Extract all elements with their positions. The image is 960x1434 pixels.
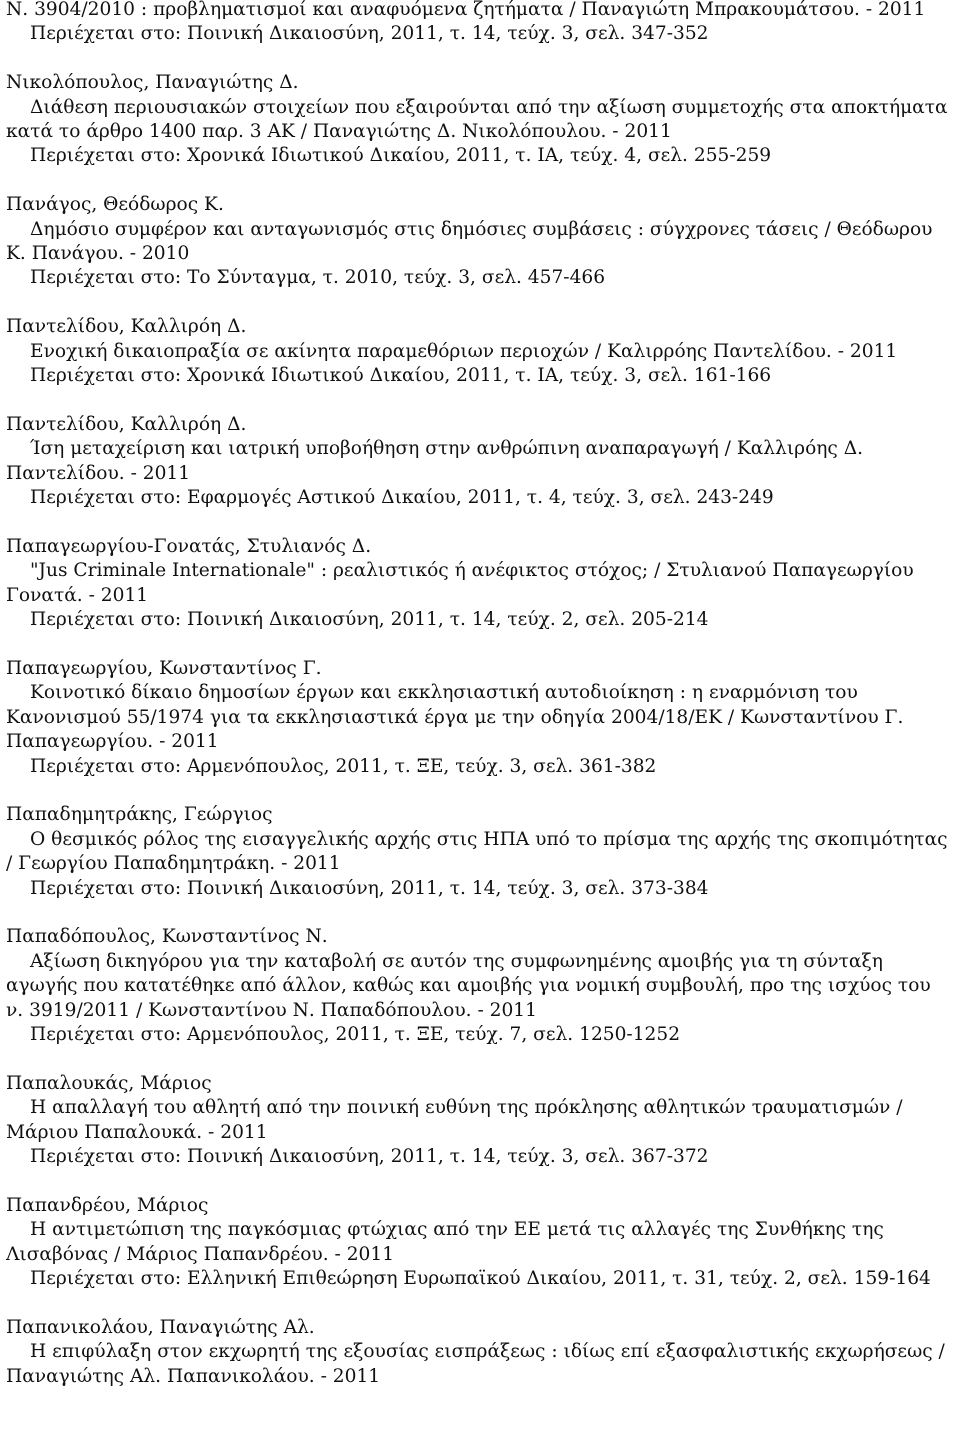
entry-title: Ίση μεταχείριση και ιατρική υποβοήθηση στην ανθρώπινη αναπαραγωγή / Καλλιρόης Δ. Παντελίδου. - 2011 xyxy=(6,438,864,484)
entry-source: Περιέχεται στο: Ποινική Δικαιοσύνη, 2011, τ. 14, τεύχ. 3, σελ. 347-352 xyxy=(30,23,709,45)
entry-author: Παπαλουκάς, Μάριος xyxy=(6,1072,212,1094)
entry-title: Η επιφύλαξη στον εκχωρητή της εξουσίας εισπράξεως : ιδίως επί εξασφαλιστικής εκχωρήσεως / Παναγιώτης Αλ. Παπανικολάου. - 2011 xyxy=(6,1341,945,1387)
entry-author: Παπανδρέου, Μάριος xyxy=(6,1194,209,1216)
entry-source: Περιέχεται στο: Εφαρμογές Αστικού Δικαίου, 2011, τ. 4, τεύχ. 3, σελ. 243-249 xyxy=(30,487,774,509)
bibliography-entry xyxy=(6,925,952,1047)
entry-source: Περιέχεται στο: Ελληνική Επιθεώρηση Ευρωπαϊκού Δικαίου, 2011, τ. 31, τεύχ. 2, σελ. 159-164 xyxy=(30,1267,931,1289)
entry-source: Περιέχεται στο: Χρονικά Ιδιωτικού Δικαίου, 2011, τ. ΙΑ, τεύχ. 3, σελ. 161-166 xyxy=(30,365,772,387)
bibliography-entry xyxy=(6,0,952,47)
entry-title: Κοινοτικό δίκαιο δημοσίων έργων και εκκλησιαστική αυτοδιοίκηση : η εναρμόνιση του Κανονισμού 55/1974 για τα εκκλησιαστικά έργα με την οδηγία 2004/18/ΕΚ / Κωνσταντίνου Γ. Παπαγεωργίου. - 2011 xyxy=(6,682,904,753)
bibliography-entry xyxy=(6,1316,952,1389)
entry-author: Παπανικολάου, Παναγιώτης Αλ. xyxy=(6,1316,315,1338)
entry-title: Αξίωση δικηγόρου για την καταβολή σε αυτόν της συμφωνημένης αμοιβής για τη σύνταξη αγωγής που κατατέθηκε από άλλον, καθώς και αμοιβής για νομική συμβουλή, προ της ισχύος του ν. 3919/2011 / Κωνσταντίνου Ν. Παπαδόπουλου. - 2011 xyxy=(6,950,931,1021)
bibliography-entry xyxy=(6,315,952,388)
entry-author: Νικολόπουλος, Παναγιώτης Δ. xyxy=(6,72,299,94)
entry-title: Δημόσιο συμφέρον και ανταγωνισμός στις δημόσιες συμβάσεις : σύγχρονες τάσεις / Θεόδωρου Κ. Πανάγου. - 2010 xyxy=(6,218,933,265)
entry-author: Παπαγεωργίου, Κωνσταντίνος Γ. xyxy=(6,657,322,679)
entry-source: Περιέχεται στο: Αρμενόπουλος, 2011, τ. ΞΕ, τεύχ. 7, σελ. 1250-1252 xyxy=(30,1023,681,1045)
entry-source: Περιέχεται στο: Ποινική Δικαιοσύνη, 2011, τ. 14, τεύχ. 3, σελ. 373-384 xyxy=(30,877,709,899)
entry-title: "Jus Criminale Internationale" : ρεαλιστικός ή ανέφικτος στόχος; / Στυλιανού Παπαγεωργίου Γονατά. - 2011 xyxy=(6,560,914,606)
entry-title: Ενοχική δικαιοπραξία σε ακίνητα παραμεθόριων περιοχών / Καλιρρόης Παντελίδου. - 2011 xyxy=(30,340,898,362)
entry-source: Περιέχεται στο: Το Σύνταγμα, τ. 2010, τεύχ. 3, σελ. 457-466 xyxy=(30,267,606,289)
entry-title: Ν. 3904/2010 : προβληματισμοί και αναφυόμενα ζητήματα / Παναγιώτη Μπρακουμάτσου. - 2011 xyxy=(6,0,926,20)
bibliography-entry xyxy=(6,803,952,901)
entry-source: Περιέχεται στο: Χρονικά Ιδιωτικού Δικαίου, 2011, τ. ΙΑ, τεύχ. 4, σελ. 255-259 xyxy=(30,145,772,167)
entry-author: Πανάγος, Θεόδωρος Κ. xyxy=(6,194,224,216)
entry-source: Περιέχεται στο: Αρμενόπουλος, 2011, τ. ΞΕ, τεύχ. 3, σελ. 361-382 xyxy=(30,755,657,777)
bibliography-entry xyxy=(6,193,952,291)
entry-title: Η απαλλαγή του αθλητή από την ποινική ευθύνη της πρόκλησης αθλητικών τραυματισμών / Μάριου Παπαλουκά. - 2011 xyxy=(6,1097,903,1143)
bibliography-entry xyxy=(6,1072,952,1170)
entry-title: Διάθεση περιουσιακών στοιχείων που εξαιρούνται από την αξίωση συμμετοχής στα αποκτήματα κατά το άρθρο 1400 παρ. 3 ΑΚ / Παναγιώτης Δ. Νικολόπουλου. - 2011 xyxy=(6,96,948,143)
entry-title: Η αντιμετώπιση της παγκόσμιας φτώχιας από την ΕΕ μετά τις αλλαγές της Συνθήκης της Λισαβόνας / Μάριος Παπανδρέου. - 2011 xyxy=(6,1219,884,1265)
bibliography-entry xyxy=(6,71,952,169)
entry-source: Περιέχεται στο: Ποινική Δικαιοσύνη, 2011, τ. 14, τεύχ. 3, σελ. 367-372 xyxy=(30,1145,709,1167)
entry-author: Παντελίδου, Καλλιρόη Δ. xyxy=(6,413,247,435)
entry-title: Ο θεσμικός ρόλος της εισαγγελικής αρχής στις ΗΠΑ υπό το πρίσμα της αρχής της σκοπιμότητας / Γεωργίου Παπαδημητράκη. - 2011 xyxy=(6,828,948,875)
bibliography-entry xyxy=(6,413,952,511)
bibliography-entry xyxy=(6,657,952,779)
entry-author: Παπαγεωργίου-Γονατάς, Στυλιανός Δ. xyxy=(6,535,372,557)
entry-author: Παπαδημητράκης, Γεώργιος xyxy=(6,804,273,826)
entry-source: Περιέχεται στο: Ποινική Δικαιοσύνη, 2011, τ. 14, τεύχ. 2, σελ. 205-214 xyxy=(30,609,709,631)
bibliography-entry xyxy=(6,1194,952,1292)
bibliography-entry xyxy=(6,535,952,633)
entry-author: Παντελίδου, Καλλιρόη Δ. xyxy=(6,316,247,338)
entry-author: Παπαδόπουλος, Κωνσταντίνος Ν. xyxy=(6,926,328,948)
